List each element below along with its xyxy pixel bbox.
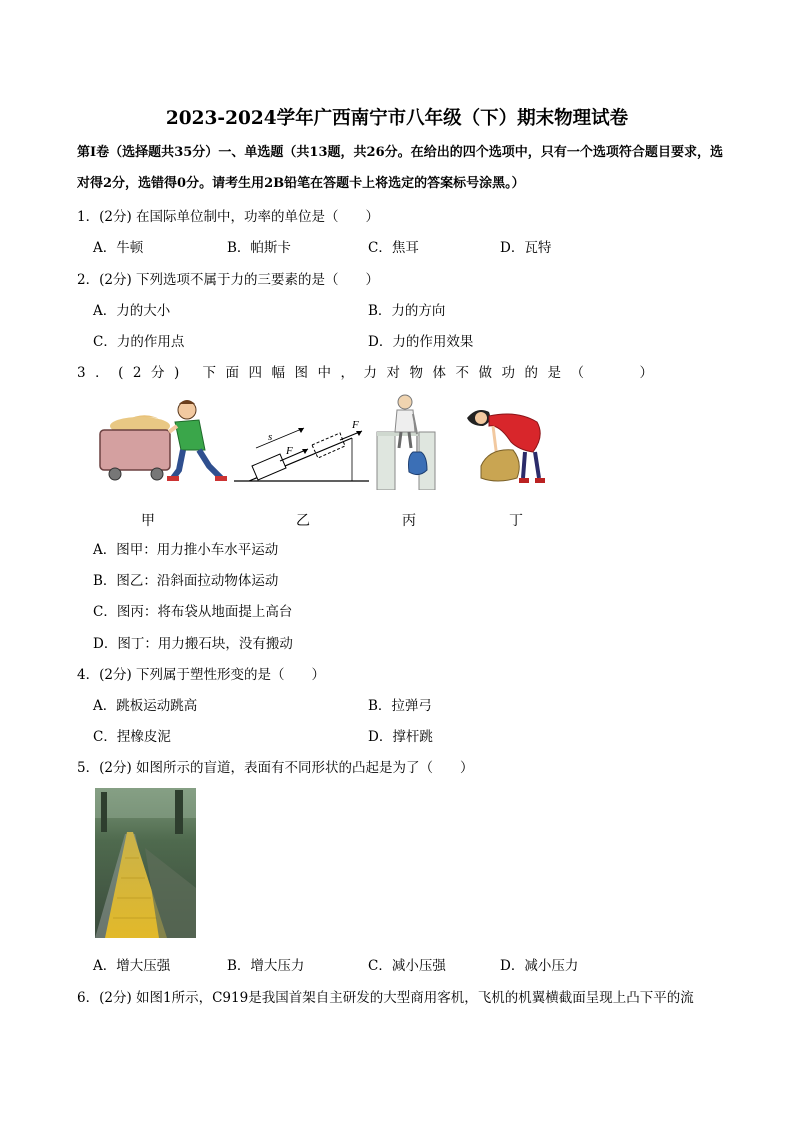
question-2-option-b[interactable]: B．力的方向	[368, 303, 446, 319]
question-2-option-a[interactable]: A．力的大小	[93, 303, 171, 319]
question-5-option-a[interactable]: A．增大压强	[93, 958, 171, 974]
question-1-option-d[interactable]: D．瓦特	[500, 240, 552, 256]
question-3-option-d[interactable]: D．图丁：用力搬石块，没有搬动	[93, 636, 293, 652]
figure-yi-incline	[234, 418, 369, 483]
figure-yi-f-label-2: F	[352, 419, 359, 431]
figure-ding-push-stone	[463, 402, 551, 490]
figure-label-bing: 丙	[402, 513, 416, 529]
figure-label-ding: 丁	[509, 513, 523, 529]
question-3-stem: 3．(2分) 下面四幅图中，力对物体不做功的是（ ）	[77, 365, 663, 381]
question-4-option-c[interactable]: C．捏橡皮泥	[93, 729, 171, 745]
question-4-option-b[interactable]: B．拉弹弓	[368, 698, 432, 714]
question-2-option-c[interactable]: C．力的作用点	[93, 334, 185, 350]
figure-label-yi: 乙	[296, 513, 310, 529]
question-4-stem: 4．(2分) 下列属于塑性形变的是（ ）	[77, 667, 326, 683]
figure-jia-push-cart	[95, 392, 230, 490]
question-5-option-c[interactable]: C．减小压强	[368, 958, 446, 974]
figure-bing-lift-bag	[375, 392, 437, 490]
section-intro: 第Ⅰ卷（选择题共35分）一、单选题（共13题，共26分。在给出的四个选项中，只有一个选项符合题目要求，选对得2分，选错得0分。请考生用2B铅笔在答题卡上将选定的答案标号涂黑。）	[77, 145, 723, 191]
page-title: 2023-2024学年广西南宁市八年级（下）期末物理试卷	[165, 108, 629, 129]
question-5-stem: 5．(2分) 如图所示的盲道，表面有不同形状的凸起是为了（ ）	[77, 760, 474, 776]
question-3-option-c[interactable]: C．图丙：将布袋从地面提上高台	[93, 604, 293, 620]
question-1-option-a[interactable]: A．牛顿	[93, 240, 144, 256]
figure-label-jia: 甲	[141, 513, 155, 529]
question-4-option-d[interactable]: D．撑杆跳	[368, 729, 433, 745]
question-1-option-c[interactable]: C．焦耳	[368, 240, 419, 256]
question-2-option-d[interactable]: D．力的作用效果	[368, 334, 474, 350]
question-5-option-d[interactable]: D．减小压力	[500, 958, 579, 974]
figure-yi-f-label: F	[286, 445, 293, 457]
question-6-stem: 6．(2分) 如图1所示，C919是我国首架自主研发的大型商用客机，飞机的机翼横截面呈现上凸下平的流	[77, 990, 694, 1006]
question-3-option-b[interactable]: B．图乙：沿斜面拉动物体运动	[93, 573, 279, 589]
question-3-option-a[interactable]: A．图甲：用力推小车水平运动	[93, 542, 279, 558]
tactile-paving-photo	[95, 788, 196, 938]
question-2-stem: 2．(2分) 下列选项不属于力的三要素的是（ ）	[77, 272, 380, 288]
figure-yi-s-label: s	[268, 431, 273, 443]
question-4-option-a[interactable]: A．跳板运动跳高	[93, 698, 198, 714]
question-5-option-b[interactable]: B．增大压力	[227, 958, 305, 974]
question-1-option-b[interactable]: B．帕斯卡	[227, 240, 291, 256]
question-1-stem: 1．(2分) 在国际单位制中，功率的单位是（ ）	[77, 209, 380, 225]
